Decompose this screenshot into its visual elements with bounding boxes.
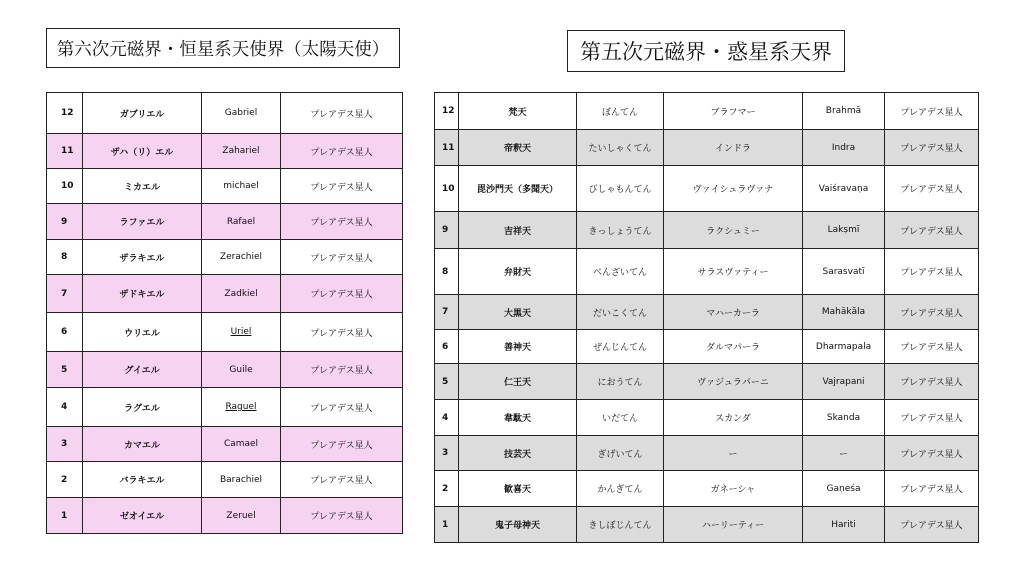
sanskrit-name-cell: Hariti [803,507,885,543]
origin-cell: プレアデス星人 [281,93,403,134]
sanskrit-name-cell: ー [803,436,885,471]
angel-name-cell: ガブリエル [83,93,202,134]
origin-cell: プレアデス星人 [885,364,979,400]
origin-cell: プレアデス星人 [281,313,403,352]
katakana-name-cell: サラスヴァティー [664,249,803,295]
rank-cell: 1 [47,498,83,534]
deva-name-cell: 梵天 [459,93,577,130]
table-row [435,249,979,295]
sanskrit-name-cell: Dharmapala [803,330,885,364]
latin-name-link: Raguel [225,402,257,412]
table-row [435,212,979,249]
origin-cell: プレアデス星人 [281,462,403,498]
rank-cell: 12 [47,93,83,134]
latin-name-cell: Camael [202,427,281,462]
table-row [435,507,979,543]
deva-table [434,92,979,543]
angel-name-cell: ザハ（リ）エル [83,134,202,169]
rank-cell: 10 [435,166,459,212]
reading-cell: ぜんじんてん [577,330,664,364]
origin-cell: プレアデス星人 [885,471,979,507]
angel-name-cell: カマエル [83,427,202,462]
katakana-name-cell: ガネーシャ [664,471,803,507]
sanskrit-name-cell: Vajrapani [803,364,885,400]
rank-cell: 2 [47,462,83,498]
latin-name-cell: Guile [202,352,281,388]
rank-cell: 3 [47,427,83,462]
sanskrit-name-cell: Skanda [803,400,885,436]
katakana-name-cell: ダルマパーラ [664,330,803,364]
rank-cell: 3 [435,436,459,471]
rank-cell: 12 [435,93,459,130]
table-row [435,295,979,330]
deva-name-cell: 技芸天 [459,436,577,471]
sanskrit-name-cell: Lakṣmī [803,212,885,249]
rank-cell: 6 [47,313,83,352]
table-row [435,93,979,130]
katakana-name-cell: ヴァイシュラヴァナ [664,166,803,212]
origin-cell: プレアデス星人 [281,427,403,462]
rank-cell: 7 [435,295,459,330]
origin-cell: プレアデス星人 [281,352,403,388]
origin-cell: プレアデス星人 [885,295,979,330]
latin-name-cell: michael [202,169,281,204]
katakana-name-cell: ラクシュミー [664,212,803,249]
angel-name-cell: グイエル [83,352,202,388]
table-row [435,166,979,212]
origin-cell: プレアデス星人 [281,240,403,275]
katakana-name-cell: ブラフマー [664,93,803,130]
angel-name-cell: ラグエル [83,388,202,427]
rank-cell: 6 [435,330,459,364]
angel-name-cell: ゼオイエル [83,498,202,534]
katakana-name-cell: ハーリーティー [664,507,803,543]
table-row [435,130,979,166]
latin-name-cell: Gabriel [202,93,281,134]
angel-name-cell: ミカエル [83,169,202,204]
table-row [435,330,979,364]
reading-cell: べんざいてん [577,249,664,295]
angel-name-cell: バラキエル [83,462,202,498]
reading-cell: いだてん [577,400,664,436]
deva-name-cell: 弁財天 [459,249,577,295]
origin-cell: プレアデス星人 [281,134,403,169]
latin-name-cell: Zahariel [202,134,281,169]
angel-name-cell: ラファエル [83,204,202,240]
sanskrit-name-cell: Mahākāla [803,295,885,330]
table-row [47,169,403,204]
deva-name-cell: 毘沙門天（多聞天） [459,166,577,212]
rank-cell: 11 [47,134,83,169]
table-row [435,364,979,400]
rank-cell: 5 [47,352,83,388]
reading-cell: たいしゃくてん [577,130,664,166]
sanskrit-name-cell: Vaiśravaṇa [803,166,885,212]
rank-cell: 11 [435,130,459,166]
origin-cell: プレアデス星人 [885,166,979,212]
origin-cell: プレアデス星人 [281,169,403,204]
table-row [47,388,403,427]
deva-name-cell: 帝釈天 [459,130,577,166]
table-row [47,427,403,462]
katakana-name-cell: ヴァジュラパーニ [664,364,803,400]
angel-name-cell: ウリエル [83,313,202,352]
reading-cell: びしゃもんてん [577,166,664,212]
latin-name-cell: Zadkiel [202,275,281,313]
origin-cell: プレアデス星人 [885,507,979,543]
sixth-dimension-title: 第六次元磁界・恒星系天使界（太陽天使） [46,28,400,68]
table-row [47,240,403,275]
origin-cell: プレアデス星人 [281,275,403,313]
deva-name-cell: 大黒天 [459,295,577,330]
deva-name-cell: 善神天 [459,330,577,364]
rank-cell: 1 [435,507,459,543]
angel-name-cell: ザドキエル [83,275,202,313]
origin-cell: プレアデス星人 [885,249,979,295]
table-row [47,462,403,498]
reading-cell: におうてん [577,364,664,400]
rank-cell: 8 [47,240,83,275]
origin-cell: プレアデス星人 [885,212,979,249]
latin-name-cell: Rafael [202,204,281,240]
reading-cell: きしぼじんてん [577,507,664,543]
reading-cell: かんぎてん [577,471,664,507]
origin-cell: プレアデス星人 [885,93,979,130]
rank-cell: 7 [47,275,83,313]
table-row [47,204,403,240]
origin-cell: プレアデス星人 [281,388,403,427]
table-row [47,134,403,169]
rank-cell: 4 [435,400,459,436]
rank-cell: 10 [47,169,83,204]
table-row [47,352,403,388]
origin-cell: プレアデス星人 [885,436,979,471]
angel-table [46,92,403,534]
latin-name-cell [202,388,281,427]
sanskrit-name-cell: Sarasvatī [803,249,885,295]
deva-name-cell: 仁王天 [459,364,577,400]
latin-name-cell: Zerachiel [202,240,281,275]
reading-cell: きっしょうてん [577,212,664,249]
table-row [47,313,403,352]
latin-name-cell: Barachiel [202,462,281,498]
latin-name-link: Uriel [230,327,252,337]
origin-cell: プレアデス星人 [281,204,403,240]
deva-name-cell: 吉祥天 [459,212,577,249]
table-row [435,471,979,507]
katakana-name-cell: マハーカーラ [664,295,803,330]
deva-name-cell: 鬼子母神天 [459,507,577,543]
table-row [47,93,403,134]
reading-cell: ぎげいてん [577,436,664,471]
rank-cell: 8 [435,249,459,295]
table-row [47,498,403,534]
rank-cell: 2 [435,471,459,507]
origin-cell: プレアデス星人 [885,330,979,364]
table-row [47,275,403,313]
origin-cell: プレアデス星人 [885,400,979,436]
table-row [435,436,979,471]
rank-cell: 4 [47,388,83,427]
sanskrit-name-cell: Brahmā [803,93,885,130]
sanskrit-name-cell: Indra [803,130,885,166]
rank-cell: 9 [47,204,83,240]
deva-name-cell: 韋駄天 [459,400,577,436]
angel-name-cell: ザラキエル [83,240,202,275]
fifth-dimension-title: 第五次元磁界・惑星系天界 [567,30,845,72]
katakana-name-cell: インドラ [664,130,803,166]
table-row [435,400,979,436]
rank-cell: 9 [435,212,459,249]
deva-name-cell: 歓喜天 [459,471,577,507]
sanskrit-name-cell: Gaṇeśa [803,471,885,507]
rank-cell: 5 [435,364,459,400]
latin-name-cell [202,313,281,352]
reading-cell: ぼんてん [577,93,664,130]
reading-cell: だいこくてん [577,295,664,330]
katakana-name-cell: ー [664,436,803,471]
latin-name-cell: Zeruel [202,498,281,534]
origin-cell: プレアデス星人 [885,130,979,166]
katakana-name-cell: スカンダ [664,400,803,436]
origin-cell: プレアデス星人 [281,498,403,534]
